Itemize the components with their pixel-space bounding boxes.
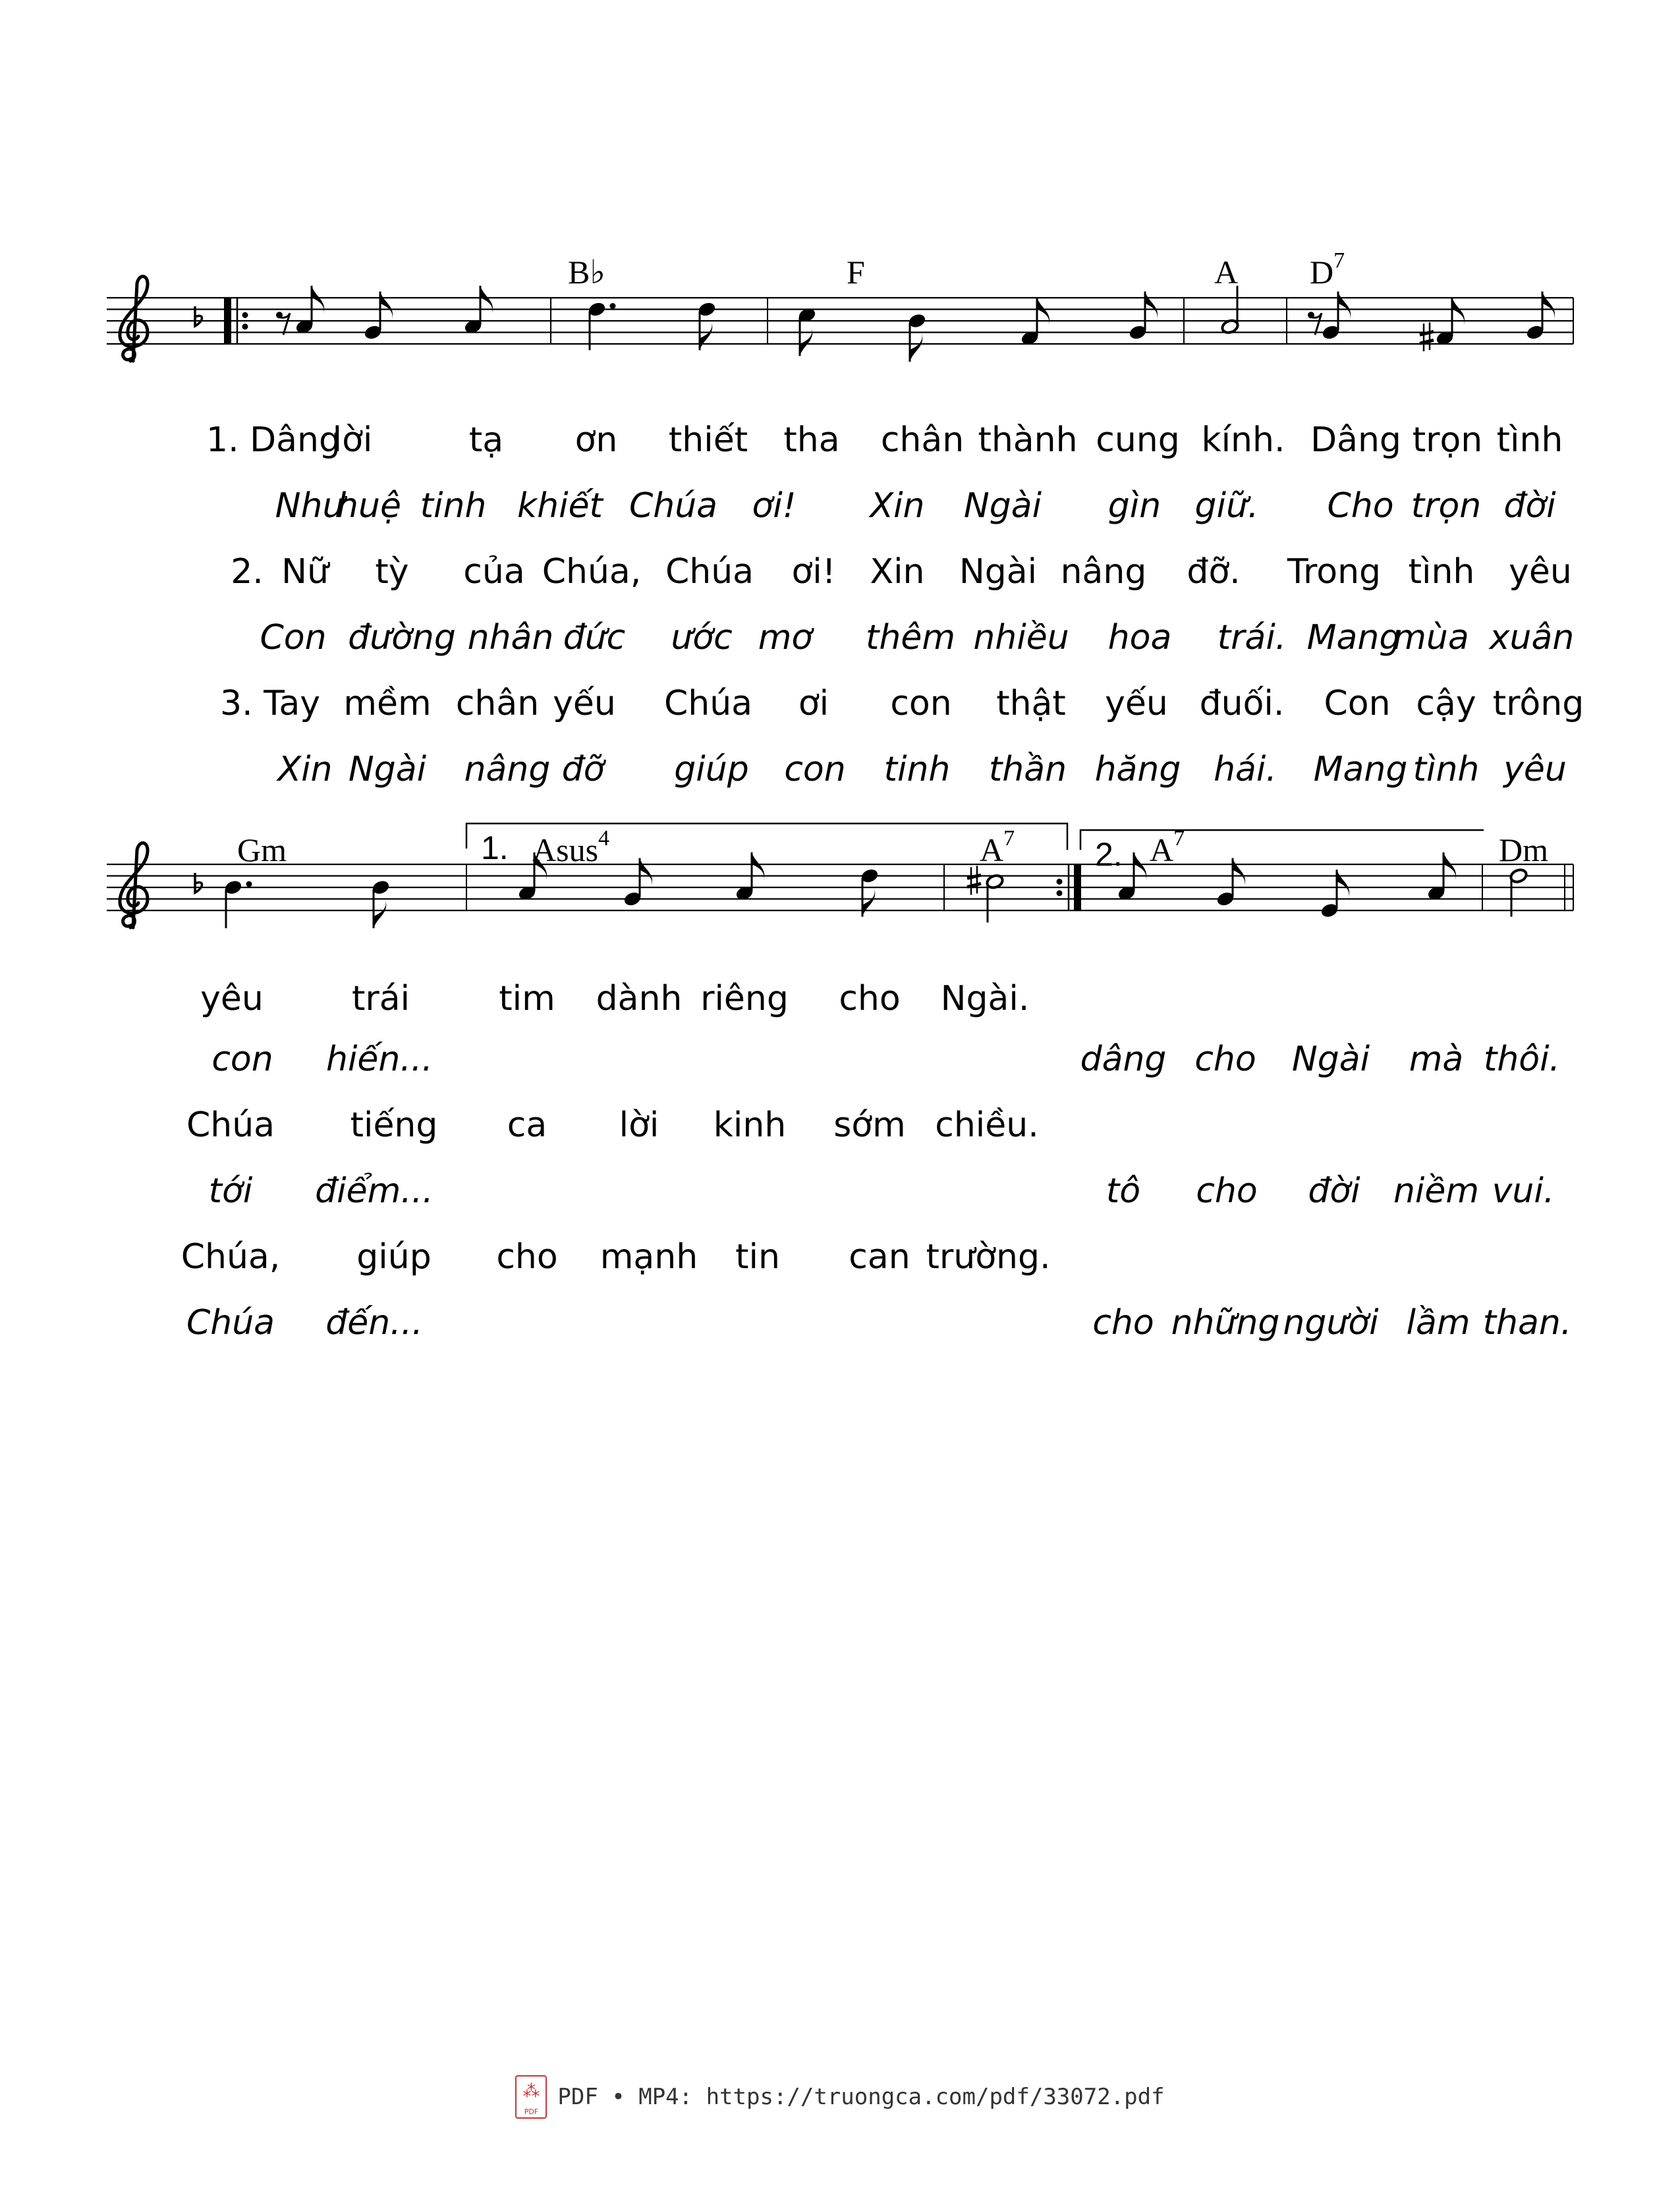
lyric-word: cho	[1092, 1303, 1154, 1343]
lyric-word: cho	[496, 1237, 558, 1277]
lyric-word: hoa	[1107, 618, 1172, 657]
lyric-word: Ngài	[959, 552, 1038, 592]
lyric-word: giúp	[356, 1237, 432, 1277]
lyric-word: tin	[735, 1237, 780, 1277]
chord-symbol: Asus$^4$	[532, 826, 610, 868]
lyric-word: riêng	[700, 979, 789, 1019]
lyric-word: Mang	[1306, 618, 1401, 657]
lyric-word: con	[211, 1040, 273, 1079]
note-flag	[1338, 292, 1351, 321]
lyric-word: yêu	[1509, 552, 1572, 592]
pdf-icon[interactable]: ⁂ PDF	[515, 2075, 547, 2119]
lyric-word: ơi!	[752, 486, 797, 526]
dot	[246, 881, 252, 887]
lyric-word: thêm	[866, 618, 955, 657]
repeat-dot	[242, 312, 248, 318]
note-flag	[1037, 297, 1050, 326]
lyric-word: cậy	[1416, 684, 1476, 723]
lyric-word: ca	[507, 1105, 547, 1145]
lyric-word: lời	[619, 1105, 659, 1145]
lyric-word: của	[463, 552, 525, 592]
volta-2-number: 2.	[1095, 836, 1123, 873]
lyric-word: tinh	[883, 750, 951, 789]
chord-symbol: Dm	[1499, 831, 1548, 868]
lyric-word: kính.	[1201, 420, 1285, 460]
note-flag	[1337, 870, 1349, 899]
lyric-word: Chúa	[663, 684, 753, 723]
lyric-word: tinh	[420, 486, 487, 526]
lyric-word: Xin	[870, 486, 925, 526]
lyric-word: đời	[1308, 1171, 1360, 1211]
lyric-word: con	[784, 750, 846, 789]
lyric-word: thôi.	[1483, 1040, 1561, 1079]
lyric-word: người	[1283, 1303, 1379, 1343]
lyric-word: trông	[1492, 684, 1584, 723]
lyric-word: thật	[996, 684, 1066, 723]
note-flag	[1145, 292, 1158, 321]
lyric-word: trái.	[1217, 618, 1287, 657]
lyric-word: ước	[671, 618, 733, 657]
chord-symbol: B♭	[568, 254, 605, 291]
chord-symbol: A	[1214, 254, 1239, 291]
lyric-word: Chúa	[186, 1303, 275, 1343]
lyric-word: tô	[1106, 1171, 1141, 1211]
lyric-word: mềm	[343, 684, 432, 723]
lyric-word: Nữ	[281, 552, 329, 592]
note-flag	[640, 858, 652, 887]
footer-link-text[interactable]: PDF • MP4: https://truongca.com/pdf/33072.pdf	[557, 2084, 1165, 2110]
lyric-word: Cho	[1327, 486, 1394, 526]
lyric-word: ơn	[574, 420, 618, 460]
note-flag	[700, 321, 712, 350]
lyric-word: mạnh	[600, 1237, 698, 1277]
lyric-word: đỡ	[561, 750, 605, 789]
lyric-word: Chúa	[629, 486, 718, 526]
lyric-word: chân	[455, 684, 540, 723]
lyric-word: mơ	[758, 618, 813, 657]
lyric-word: đỡ.	[1187, 552, 1241, 592]
lyric-word: lời	[332, 420, 373, 460]
lyric-word: đức	[563, 618, 626, 657]
lyric-word: đường	[348, 618, 456, 657]
note-flag	[1233, 858, 1245, 887]
lyric-word: Chúa	[665, 552, 754, 592]
note-flag	[1443, 852, 1456, 881]
lyric-word: can	[849, 1237, 910, 1277]
lyric-word: con	[890, 684, 952, 723]
note-flag	[800, 327, 812, 356]
lyric-word: niềm	[1393, 1171, 1480, 1211]
note-flag	[1452, 297, 1465, 326]
note-flag	[752, 852, 764, 881]
note-flag	[380, 292, 393, 321]
chord-symbol: $D^7$	[1310, 248, 1345, 291]
lyric-word: điểm...	[315, 1171, 434, 1211]
lyric-word: cho	[839, 979, 901, 1019]
lyric-word: Xin	[277, 750, 333, 789]
lyric-word: tình	[1408, 552, 1475, 592]
note-flag	[374, 899, 386, 928]
lyric-word: 3. Tay	[220, 684, 320, 723]
lyric-word: yêu	[1503, 750, 1567, 789]
repeat-dot	[1057, 890, 1063, 896]
lyric-word: Chúa	[186, 1105, 275, 1145]
lyric-word: chiều.	[935, 1105, 1039, 1145]
lyric-word: thần	[988, 750, 1067, 789]
staff-system-1	[107, 277, 1573, 362]
lyric-word: trường.	[926, 1237, 1051, 1277]
lyric-word: lầm	[1406, 1303, 1470, 1343]
lyric-word: Dâng	[1310, 420, 1401, 460]
lyric-word: Trong	[1287, 552, 1382, 592]
chord-symbol: $A^7$	[980, 826, 1015, 868]
repeat-dot	[242, 323, 248, 329]
lyric-word: những	[1171, 1303, 1280, 1343]
lyric-word: khiết	[517, 486, 603, 526]
lyric-word: Ngài	[348, 750, 427, 789]
repeat-dot	[1057, 879, 1063, 885]
lyric-word: thành	[978, 420, 1078, 460]
lyric-word: ơi!	[791, 552, 836, 592]
lyric-word: hiến...	[326, 1040, 433, 1079]
lyric-word: 1. Dâng	[206, 420, 341, 460]
lyric-word: nâng	[464, 750, 551, 789]
lyric-word: đời	[1503, 486, 1556, 526]
lyric-word: trọn	[1411, 486, 1482, 526]
lyric-word: Con	[1324, 684, 1391, 723]
repeat-bar-thick	[224, 298, 231, 344]
staff-system-2	[107, 823, 1573, 928]
lyric-word: tha	[783, 420, 840, 460]
volta-bracket-2	[1080, 830, 1484, 850]
treble-clef-icon	[120, 277, 148, 361]
chord-symbol: F	[847, 254, 865, 291]
volta-1-number: 1.	[481, 829, 509, 866]
lyric-word: dành	[596, 979, 683, 1019]
lyric-word: yếu	[1105, 684, 1168, 723]
chord-symbol: Gm	[237, 831, 287, 868]
lyric-word: tình	[1496, 420, 1563, 460]
repeat-bar-thick	[1074, 864, 1081, 910]
lyric-word: mà	[1409, 1040, 1464, 1079]
chord-symbol: $A^7$	[1150, 826, 1185, 868]
note-flag	[312, 286, 324, 315]
lyric-word: 2.	[231, 552, 264, 592]
lyric-word: than.	[1482, 1303, 1572, 1343]
lyric-word: giúp	[674, 750, 749, 789]
lyric-word: trọn	[1412, 420, 1483, 460]
lyric-word: tạ	[468, 420, 504, 460]
footer	[0, 2075, 1680, 2119]
lyric-word: vui.	[1492, 1171, 1555, 1211]
lyric-word: Con	[260, 618, 327, 657]
note-flag	[1542, 292, 1555, 321]
lyric-word: nhân	[467, 618, 554, 657]
lyric-word: Chúa,	[181, 1237, 281, 1277]
lyric-word: tình	[1413, 750, 1480, 789]
lyric-word: thiết	[668, 420, 748, 460]
note-flag	[910, 333, 922, 362]
lyric-word: cung	[1096, 420, 1180, 460]
lyric-word: hái.	[1214, 750, 1277, 789]
sharp-icon	[1420, 340, 1434, 343]
dot	[610, 303, 616, 309]
lyric-word: đuối.	[1199, 684, 1285, 723]
lyric-word: cho	[1196, 1171, 1258, 1211]
lyric-word: chân	[880, 420, 965, 460]
lyric-word: huệ	[337, 486, 401, 526]
lyric-word: yếu	[553, 684, 616, 723]
lyric-word: mùa	[1393, 618, 1469, 657]
treble-clef-icon	[120, 843, 148, 928]
lyric-word: đến...	[325, 1303, 423, 1343]
lyric-word: Mang	[1313, 750, 1408, 789]
lyric-word: Xin	[870, 552, 925, 592]
lyric-word: Ngài	[963, 486, 1042, 526]
lyric-word: xuân	[1489, 618, 1575, 657]
lyric-word: trái	[351, 979, 410, 1019]
lyric-word: yêu	[200, 979, 264, 1019]
lyric-word: hăng	[1094, 750, 1181, 789]
lyric-word: dâng	[1080, 1040, 1167, 1079]
note-flag	[480, 286, 493, 315]
lyric-word: nhiều	[973, 618, 1069, 657]
lyric-word: Ngài	[1291, 1040, 1370, 1079]
lyric-word: tim	[499, 979, 555, 1019]
lyric-word: Ngài.	[940, 979, 1030, 1019]
note-flag	[1134, 852, 1146, 881]
lyric-word: Chúa,	[542, 552, 642, 592]
note-flag	[862, 888, 875, 917]
lyric-word: giữ.	[1194, 486, 1259, 526]
lyric-word: tiếng	[350, 1105, 438, 1145]
lyric-word: cho	[1194, 1040, 1256, 1079]
lyric-word: tỳ	[375, 552, 409, 592]
lyric-word: gìn	[1107, 486, 1162, 526]
lyric-word: sớm	[833, 1105, 906, 1145]
lyric-word: kinh	[713, 1105, 787, 1145]
lyric-word: Như	[275, 486, 345, 526]
lyric-word: nâng	[1060, 552, 1147, 592]
lyric-word: tới	[208, 1171, 253, 1211]
lyric-word: ơi	[798, 684, 829, 723]
sharp-icon	[967, 883, 981, 887]
